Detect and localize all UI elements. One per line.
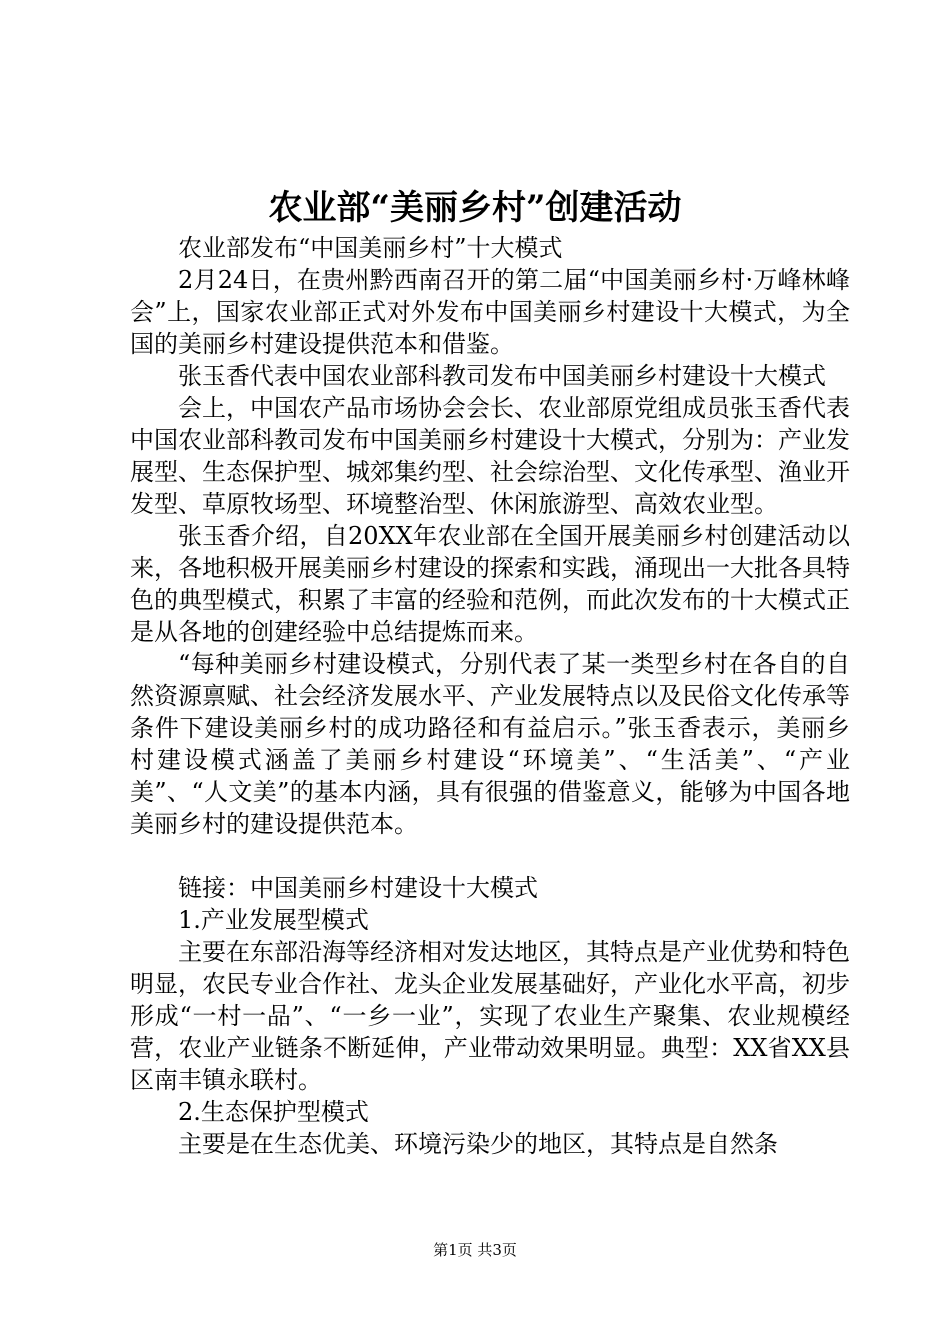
subsection-heading: 2.生态保护型模式 bbox=[178, 1098, 369, 1126]
paragraph: 会上，中国农产品市场协会会长、农业部原党组成员张玉香代表中国农业部科教司发布中国美丽乡村建设十大模式，分别为：产业发展型、生态保护型、城郊集约型、社会综治型、文化传承型、渔业开发型、草原牧场型、环境整治型、休闲旅游型、高效农业型。 bbox=[130, 394, 850, 518]
page-number: 第1页 共3页 bbox=[433, 1241, 517, 1259]
document-body bbox=[130, 232, 850, 1160]
paragraph: 农业部发布“中国美丽乡村”十大模式 bbox=[178, 234, 563, 262]
paragraph: 张玉香代表中国农业部科教司发布中国美丽乡村建设十大模式 bbox=[178, 362, 826, 390]
section-heading: 链接：中国美丽乡村建设十大模式 bbox=[178, 874, 538, 902]
paragraph: 张玉香介绍，自20XX年农业部在全国开展美丽乡村创建活动以来，各地积极开展美丽乡村建设的探索和实践，涌现出一大批各具特色的典型模式，积累了丰富的经验和范例，而此次发布的十大模式正是从各地的创建经验中总结提炼而来。 bbox=[130, 522, 850, 646]
paragraph-spacer bbox=[130, 840, 850, 872]
paragraph: 2月24日，在贵州黔西南召开的第二届“中国美丽乡村·万峰林峰会”上，国家农业部正式对外发布中国美丽乡村建设十大模式，为全国的美丽乡村建设提供范本和借鉴。 bbox=[130, 266, 850, 358]
paragraph: “每种美丽乡村建设模式，分别代表了某一类型乡村在各自的自然资源禀赋、社会经济发展水平、产业发展特点以及民俗文化传承等条件下建设美丽乡村的成功路径和有益启示。”张玉香表示，美丽乡村建设模式涵盖了美丽乡村建设“环境美”、“生活美”、“产业美”、“人文美”的基本内涵，具有很强的借鉴意义，能够为中国各地美丽乡村的建设提供范本。 bbox=[130, 650, 850, 838]
paragraph: 主要在东部沿海等经济相对发达地区，其特点是产业优势和特色明显，农民专业合作社、龙头企业发展基础好，产业化水平高，初步形成“一村一品”、“一乡一业”，实现了农业生产聚集、农业规模经营，农业产业链条不断延伸，产业带动效果明显。典型：XX省XX县区南丰镇永联村。 bbox=[130, 938, 850, 1094]
subsection-heading: 1.产业发展型模式 bbox=[178, 906, 369, 934]
paragraph: 主要是在生态优美、环境污染少的地区，其特点是自然条 bbox=[178, 1130, 778, 1158]
document-title: 农业部“美丽乡村”创建活动 bbox=[268, 188, 682, 228]
